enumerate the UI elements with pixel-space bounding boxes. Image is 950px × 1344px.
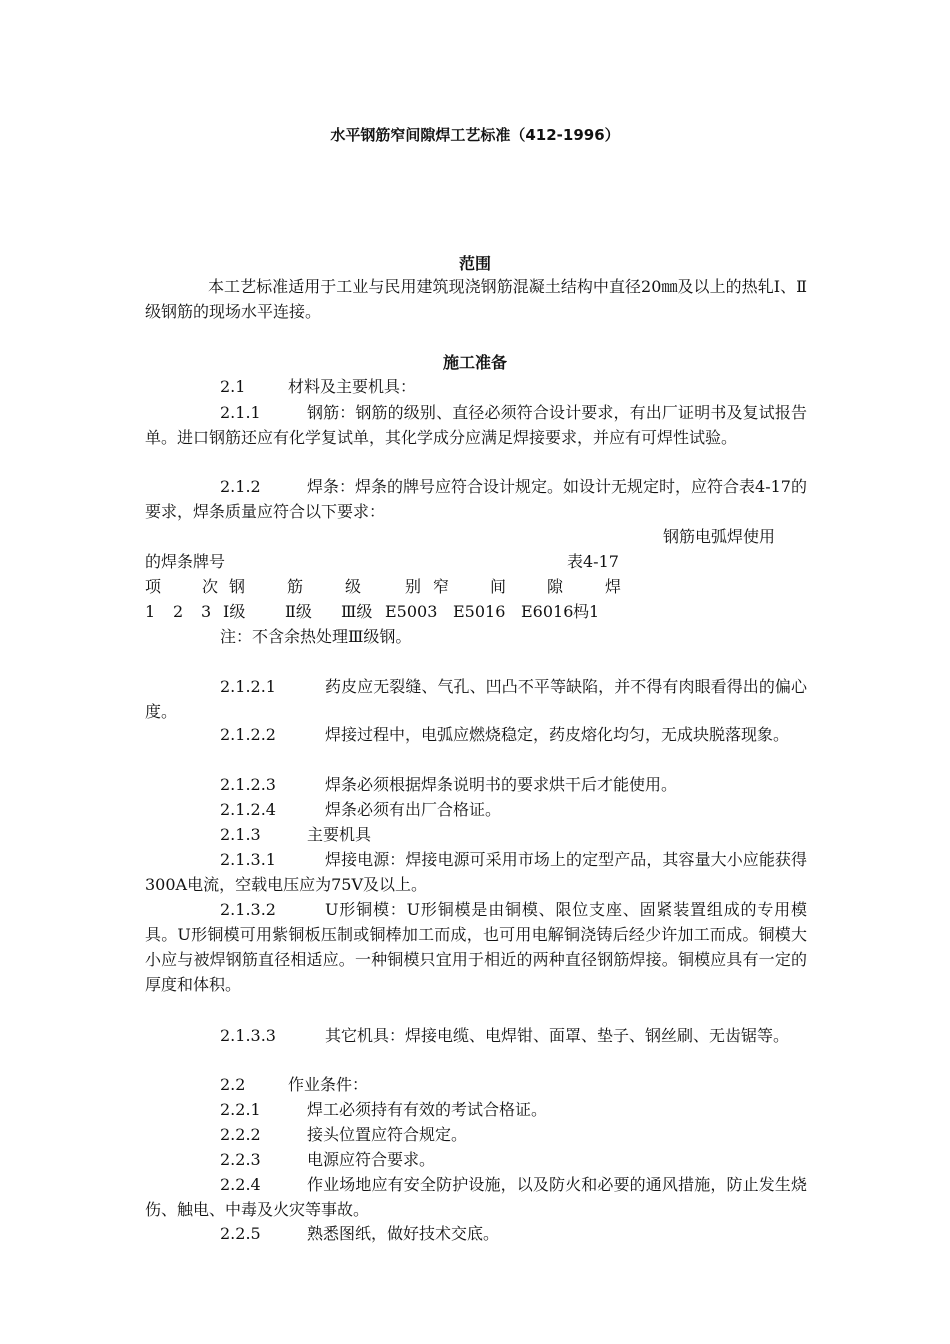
item-2-1-3-1-number: 2.1.3.1 [220,850,276,869]
item-2-1-2-text: 焊条：焊条的牌号应符合设计规定。如设计无规定时，应符合表4-17的要求，焊条质量应符合以下要求： [145,477,807,521]
table-number: 表4-17 [567,552,619,571]
section-heading-scope: 范围 [458,254,491,273]
table-cell: Ⅰ级 [223,602,246,621]
item-2-1-number: 2.1 [220,377,246,396]
table-header-cell: 窄 [433,577,450,596]
item-2-1-3-3-number: 2.1.3.3 [220,1026,276,1045]
item-2-1-text: 材料及主要机具： [288,377,417,396]
item-2-1-3-3-text: 其它机具：焊接电缆、电焊钳、面罩、垫子、钢丝刷、无齿锯等。 [325,1026,790,1045]
table-header-cell: 级 [345,577,362,596]
item-2-1-3-number: 2.1.3 [220,825,261,844]
table-cell: 2 [173,602,184,621]
item-2-1-2-4-number: 2.1.2.4 [220,800,276,819]
item-2-1-1-number: 2.1.1 [220,403,261,422]
item-2-2-3-text: 电源应符合要求。 [307,1150,436,1169]
item-2-1-2-2-number: 2.1.2.2 [220,725,276,744]
table-header-cell: 别 [405,577,422,596]
table-header-cell: 钢 [229,577,246,596]
table-cell: Ⅲ级 [341,602,373,621]
item-2-1-1-text: 钢筋：钢筋的级别、直径必须符合设计要求，有出厂证明书及复试报告单。进口钢筋还应有化学复试单，其化学成分应满足焊接要求，并应有可焊性试验。 [145,403,807,447]
item-2-2-4-number: 2.2.4 [220,1175,261,1194]
table-header-cell: 隙 [547,577,564,596]
item-2-1-2-1-number: 2.1.2.1 [220,677,276,696]
table-cell: 1 [145,602,156,621]
table-header-cell: 筋 [287,577,304,596]
table-cell: E5003 [385,602,438,621]
item-2-1-2-2-text: 焊接过程中，电弧应燃烧稳定，药皮熔化均匀，无成块脱落现象。 [325,725,790,744]
table-header-cell: 项 [145,577,162,596]
item-2-1-2-3-number: 2.1.2.3 [220,775,276,794]
item-2-1-2-4-text: 焊条必须有出厂合格证。 [325,800,502,819]
section-heading-prep: 施工准备 [442,353,507,372]
item-2-2-5-text: 熟悉图纸，做好技术交底。 [307,1224,500,1243]
table-cell: 杩1 [573,602,600,621]
item-2-2-2-number: 2.2.2 [220,1125,261,1144]
scope-paragraph: 本工艺标准适用于工业与民用建筑现浇钢筋混凝土结构中直径20㎜及以上的热轧Ⅰ、Ⅱ级钢筋的现场水平连接。 [145,277,807,321]
table-cell: E6016 [521,602,574,621]
table-caption-right: 钢筋电弧焊使用 [663,527,776,546]
item-2-1-2-1-text: 药皮应无裂缝、气孔、凹凸不平等缺陷，并不得有肉眼看得出的偏心度。 [145,677,807,721]
item-2-2-3-number: 2.2.3 [220,1150,261,1169]
document-title: 水平钢筋窄间隙焊工艺标准（412-1996） [330,126,620,144]
item-2-2-number: 2.2 [220,1075,246,1094]
table-header-cell: 次 [202,577,219,596]
item-2-1-3-text: 主要机具 [307,825,372,844]
item-2-2-4-text: 作业场地应有安全防护设施，以及防火和必要的通风措施，防止发生烧伤、触电、中毒及火灾等事故。 [145,1175,807,1219]
item-2-1-2-number: 2.1.2 [220,477,261,496]
item-2-2-text: 作业条件： [288,1075,369,1094]
table-caption-left: 的焊条牌号 [145,552,226,571]
table-cell: E5016 [453,602,506,621]
item-2-1-2-3-text: 焊条必须根据焊条说明书的要求烘干后才能使用。 [325,775,678,794]
item-2-2-2-text: 接头位置应符合规定。 [307,1125,468,1144]
table-note: 注：不含余热处理Ⅲ级钢。 [220,627,412,646]
item-2-2-1-text: 焊工必须持有有效的考试合格证。 [307,1100,548,1119]
item-2-2-5-number: 2.2.5 [220,1224,261,1243]
item-2-1-3-2-number: 2.1.3.2 [220,900,276,919]
table-header-cell: 焊 [605,577,622,596]
item-2-1-3-2-text: U形铜模：U形铜模是由铜模、限位支座、固紧装置组成的专用模具。U形铜模可用紫铜板压制或铜棒加工而成，也可用电解铜浇铸后经少许加工而成。铜模大小应与被焊钢筋直径相适应。一种铜模只宜用于相近的两种直径钢筋焊接。铜模应具有一定的厚度和体积。 [145,900,807,994]
table-header-cell: 间 [490,577,507,596]
item-2-2-1-number: 2.2.1 [220,1100,261,1119]
table-cell: 3 [201,602,212,621]
item-2-1-3-1-text: 焊接电源：焊接电源可采用市场上的定型产品，其容量大小应能获得300A电流，空载电压应为75V及以上。 [145,850,807,894]
table-cell: Ⅱ级 [285,602,312,621]
